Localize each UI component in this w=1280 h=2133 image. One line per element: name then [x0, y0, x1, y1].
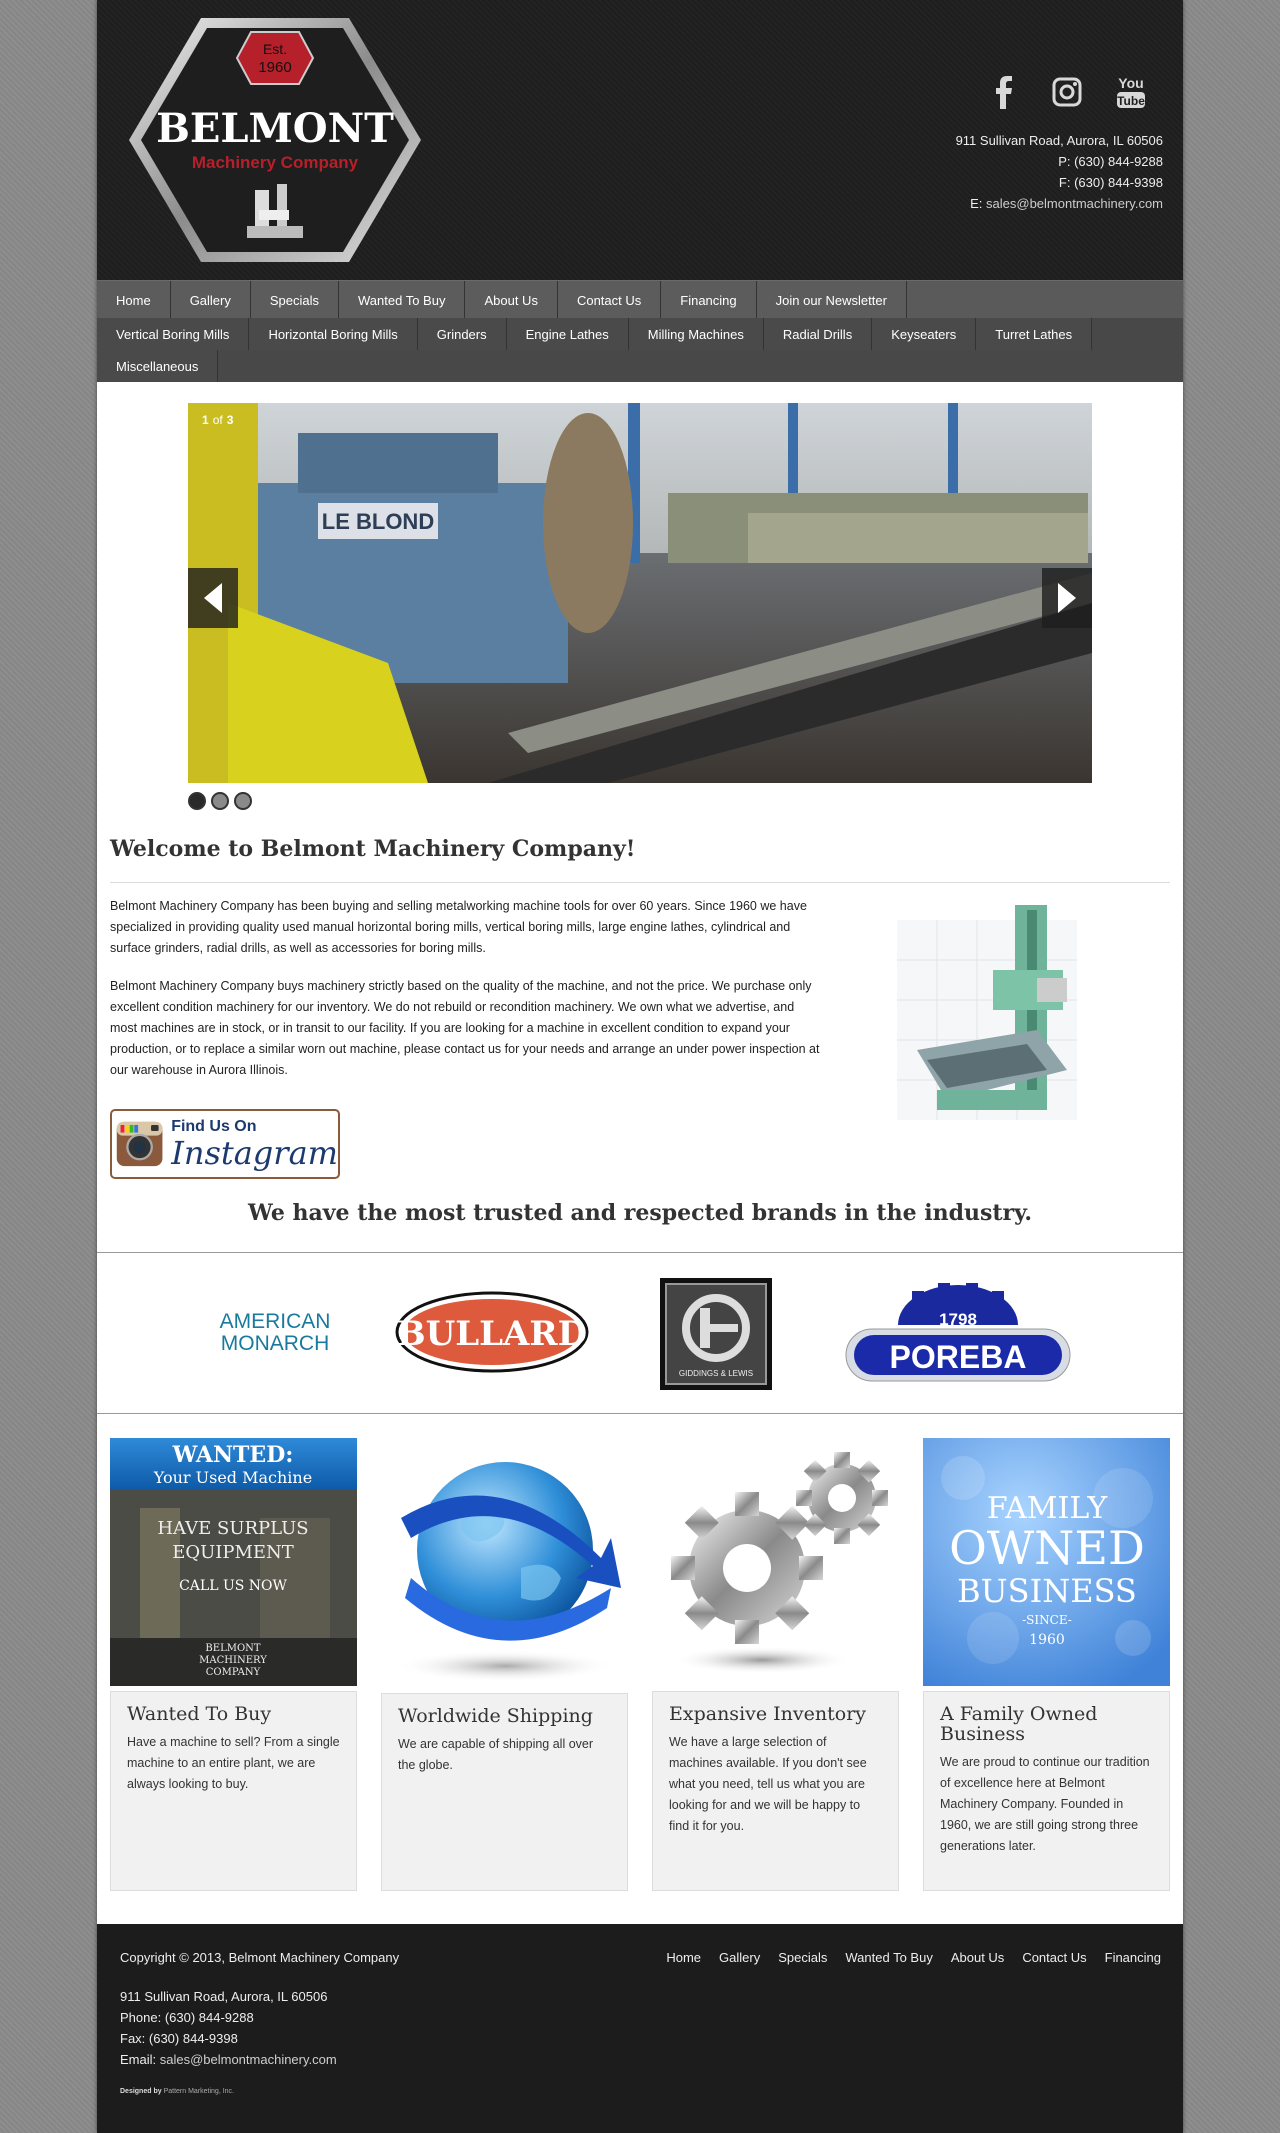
- feature-box: [110, 1691, 357, 1891]
- footer-email-label: Email:: [120, 2052, 160, 2067]
- slide-total: 3: [226, 413, 234, 427]
- nav-category-keyseaters[interactable]: Keyseaters: [872, 318, 976, 350]
- facebook-icon[interactable]: [985, 72, 1021, 112]
- slide-image: [188, 403, 1092, 783]
- badge-line-1: Find Us On: [171, 1118, 257, 1135]
- instagram-badge-text: [171, 1118, 338, 1170]
- designed-by-label: Designed by: [120, 2088, 162, 2095]
- svg-text:Tube: Tube: [1117, 94, 1145, 108]
- footer-contact: [120, 1986, 337, 2070]
- footer-address: 911 Sullivan Road, Aurora, IL 60506: [120, 1989, 328, 2004]
- category-nav: [97, 318, 1183, 382]
- email-prefix: E:: [970, 196, 987, 211]
- feature-box: [652, 1691, 899, 1891]
- footer-nav-gallery[interactable]: Gallery: [719, 1950, 761, 1965]
- image-slider[interactable]: [188, 403, 1092, 783]
- footer-phone: Phone: (630) 844-9288: [120, 2010, 254, 2025]
- giddings-lewis-logo[interactable]: [660, 1278, 772, 1390]
- logo-subtitle: Machinery Company: [191, 153, 359, 172]
- footer-nav-about-us[interactable]: About Us: [950, 1950, 1005, 1965]
- globe-icon: [381, 1438, 628, 1688]
- feature-text: We are capable of shipping all over the globe.: [398, 1737, 594, 1772]
- header-fax: F: (630) 844-9398: [1058, 175, 1163, 190]
- svg-text:Your Used Machine: Your Used Machine: [153, 1468, 313, 1487]
- svg-text:EQUIPMENT: EQUIPMENT: [172, 1542, 294, 1563]
- svg-text:You: You: [1118, 75, 1144, 91]
- nav-item-home[interactable]: Home: [97, 281, 171, 319]
- feature-text: We are proud to continue our tradition of excellence here at Belmont Machinery Company. Founded in 1960, we are still going strong three generations later.: [940, 1755, 1150, 1853]
- welcome-title: Welcome to Belmont Machinery Company!: [110, 836, 636, 862]
- slide-current: 1: [202, 413, 209, 427]
- youtube-icon[interactable]: [1113, 72, 1149, 112]
- wanted-image: [110, 1438, 357, 1686]
- svg-text:HAVE SURPLUS: HAVE SURPLUS: [157, 1518, 309, 1539]
- feature-family-owned[interactable]: [923, 1438, 1170, 1891]
- designer-link[interactable]: Pattern Marketing, Inc.: [163, 2088, 234, 2095]
- nav-category-turret-lathes[interactable]: Turret Lathes: [976, 318, 1092, 350]
- footer-nav-specials[interactable]: Specials: [778, 1950, 828, 1965]
- slider-next-button[interactable]: [1042, 568, 1092, 628]
- slider-dot[interactable]: [211, 792, 229, 810]
- footer-nav-wanted-to-buy[interactable]: Wanted To Buy: [845, 1950, 933, 1965]
- svg-text:COMPANY: COMPANY: [205, 1667, 261, 1678]
- feature-wanted-to-buy[interactable]: [110, 1438, 357, 1891]
- feature-box: [923, 1691, 1170, 1891]
- svg-text:CALL US NOW: CALL US NOW: [179, 1578, 287, 1594]
- nav-item-gallery[interactable]: Gallery: [171, 281, 251, 319]
- svg-text:BUSINESS: BUSINESS: [957, 1572, 1137, 1610]
- nav-item-wanted-to-buy[interactable]: Wanted To Buy: [339, 281, 465, 319]
- svg-text:-SINCE-: -SINCE-: [1022, 1613, 1072, 1627]
- nav-category-miscellaneous[interactable]: Miscellaneous: [97, 350, 218, 382]
- footer-nav-home[interactable]: Home: [666, 1950, 702, 1965]
- header-phone: P: (630) 844-9288: [1058, 154, 1163, 169]
- svg-text:MONARCH: MONARCH: [220, 1332, 330, 1355]
- family-owned-image: [923, 1438, 1170, 1686]
- svg-text:MACHINERY: MACHINERY: [199, 1655, 267, 1666]
- svg-text:BULLARD: BULLARD: [396, 1314, 588, 1354]
- slider-dot[interactable]: [188, 792, 206, 810]
- brands-heading: We have the most trusted and respected brands in the industry.: [247, 1200, 1033, 1226]
- main-nav: [97, 280, 1183, 318]
- feature-box: [381, 1693, 628, 1891]
- social-links: [985, 72, 1149, 112]
- american-monarch-logo[interactable]: [215, 1308, 335, 1358]
- boring-mill-image: [897, 900, 1097, 1130]
- site-header: [97, 0, 1183, 280]
- slider-prev-button[interactable]: [188, 568, 238, 628]
- arrow-left-icon: [204, 583, 222, 613]
- feature-title: Expansive Inventory: [669, 1703, 867, 1725]
- instagram-camera-icon: [116, 1114, 163, 1174]
- gears-icon: [652, 1438, 899, 1686]
- nav-category-milling-machines[interactable]: Milling Machines: [629, 318, 764, 350]
- logo-est: Est.: [262, 41, 288, 57]
- instagram-badge[interactable]: [110, 1109, 340, 1179]
- copyright: Copyright © 2013, Belmont Machinery Company: [120, 1950, 400, 1965]
- slider-dot[interactable]: [234, 792, 252, 810]
- nav-category-radial-drills[interactable]: Radial Drills: [764, 318, 872, 350]
- header-address: 911 Sullivan Road, Aurora, IL 60506: [955, 133, 1163, 148]
- feature-title: Wanted To Buy: [127, 1703, 272, 1725]
- header-email-link[interactable]: sales@belmontmachinery.com: [986, 196, 1163, 211]
- nav-category-grinders[interactable]: Grinders: [418, 318, 507, 350]
- slider-dots: [188, 792, 252, 810]
- svg-text:AMERICAN: AMERICAN: [219, 1310, 331, 1333]
- belmont-logo[interactable]: [127, 14, 423, 266]
- arrow-right-icon: [1058, 583, 1076, 613]
- svg-text:1798: 1798: [939, 1310, 977, 1329]
- svg-text:POREBA: POREBA: [889, 1339, 1027, 1375]
- footer-nav: [666, 1950, 1161, 1965]
- bullard-logo[interactable]: [394, 1290, 590, 1374]
- welcome-paragraph-1: Belmont Machinery Company has been buying and selling metalworking machine tools for over 60 years. Since 1960 we have specialized in providing quality used manual horizontal boring mills, vertical boring mills, large engine lathes, cylindrical and surface grinders, radial drills, as well as accessories for boring mills.: [110, 899, 807, 955]
- poreba-logo[interactable]: [842, 1281, 1074, 1385]
- svg-text:OWNED: OWNED: [949, 1521, 1145, 1575]
- instagram-icon[interactable]: [1049, 72, 1085, 112]
- logo-name: BELMONT: [156, 105, 394, 152]
- header-contact: [956, 130, 1163, 214]
- nav-category-vertical-boring-mills[interactable]: Vertical Boring Mills: [97, 318, 249, 350]
- svg-text:GIDDINGS & LEWIS: GIDDINGS & LEWIS: [678, 1369, 754, 1378]
- divider: [110, 882, 1170, 883]
- logo-year: 1960: [258, 59, 292, 76]
- footer-email-line: [120, 2049, 337, 2070]
- svg-text:1960: 1960: [1029, 1632, 1065, 1648]
- footer-nav-contact-us[interactable]: Contact Us: [1022, 1950, 1087, 1965]
- feature-text: We have a large selection of machines available. If you don't see what you need, tell us what you are looking for and we will be happy to find it for you.: [669, 1735, 867, 1833]
- slide-machine-label: LE BLOND: [321, 509, 435, 534]
- badge-line-2: Instagram: [171, 1134, 338, 1172]
- feature-expansive-inventory[interactable]: [652, 1438, 899, 1891]
- svg-text:FAMILY: FAMILY: [986, 1491, 1108, 1526]
- brands-strip: [97, 1252, 1183, 1414]
- header-email-line: [956, 193, 1163, 214]
- slide-counter: [202, 413, 233, 427]
- nav-item-specials[interactable]: Specials: [251, 281, 339, 319]
- nav-category-engine-lathes[interactable]: Engine Lathes: [507, 318, 629, 350]
- feature-title: A Family Owned Business: [940, 1703, 1098, 1745]
- feature-worldwide-shipping[interactable]: [381, 1438, 628, 1891]
- footer-email-link[interactable]: sales@belmontmachinery.com: [159, 2052, 337, 2067]
- nav-item-financing[interactable]: Financing: [661, 281, 756, 319]
- nav-category-horizontal-boring-mills[interactable]: Horizontal Boring Mills: [249, 318, 417, 350]
- footer-fax: Fax: (630) 844-9398: [120, 2031, 238, 2046]
- svg-text:WANTED:: WANTED:: [172, 1442, 294, 1468]
- welcome-paragraph-2: Belmont Machinery Company buys machinery strictly based on the quality of the machine, and not the price. We purchase only excellent condition machinery for our inventory. We do not rebuild or recondition machinery. We own what we advertise, and most machines are in stock, or in transit to our facility. If you are looking for a machine in excellent condition to expand your production, or to replace a similar worn out machine, please contact us for your needs and arrange an under power inspection at our warehouse in Aurora Illinois.: [110, 979, 820, 1077]
- feature-text: Have a machine to sell? From a single machine to an entire plant, we are always looking to buy.: [127, 1735, 340, 1791]
- nav-item-contact-us[interactable]: Contact Us: [558, 281, 661, 319]
- designed-by: [120, 2088, 234, 2095]
- svg-text:BELMONT: BELMONT: [205, 1643, 261, 1654]
- feature-title: Worldwide Shipping: [398, 1705, 593, 1727]
- slide-of: of: [212, 413, 223, 427]
- footer-nav-financing[interactable]: Financing: [1104, 1950, 1161, 1965]
- site-footer: [97, 1924, 1183, 2133]
- nav-item-about-us[interactable]: About Us: [465, 281, 557, 319]
- nav-item-join-our-newsletter[interactable]: Join our Newsletter: [757, 281, 907, 319]
- page-wrapper: [97, 0, 1183, 2133]
